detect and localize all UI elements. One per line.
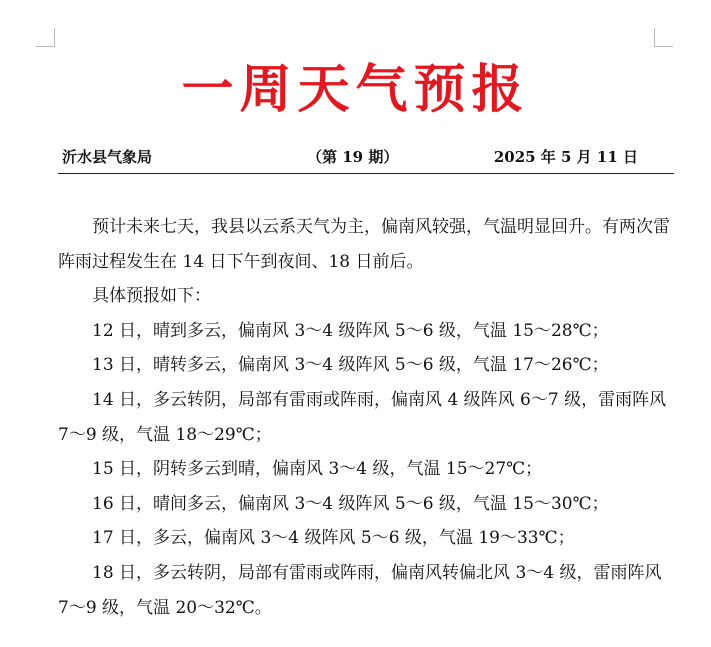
forecast-day-12: 12 日，晴到多云，偏南风 3～4 级阵风 5～6 级，气温 15～28℃； bbox=[92, 320, 609, 341]
document-title: 一周天气预报 bbox=[181, 59, 530, 120]
header-divider bbox=[58, 173, 674, 174]
forecast-day-16: 16 日，晴间多云，偏南风 3～4 级阵风 5～6 级，气温 15～30℃； bbox=[92, 493, 609, 514]
forecast-day-14: 14 日，多云转阴，局部有雷雨或阵雨，偏南风 4 级阵风 6～7 级，雷雨阵风 7～9 级，气温 18～29℃； bbox=[58, 389, 667, 445]
issuing-organization: 沂水县气象局 bbox=[62, 148, 153, 166]
issue-date: 2025 年 5 月 11 日 bbox=[493, 148, 638, 166]
forecast-day-18: 18 日，多云转阴，局部有雷雨或阵雨，偏南风转偏北风 3～4 级，雷雨阵风 7～9 级，气温 20～32℃。 bbox=[58, 562, 662, 618]
issue-number: （第 19 期） bbox=[307, 148, 399, 166]
forecast-day-13: 13 日，晴转多云，偏南风 3～4 级阵风 5～6 级，气温 17～26℃； bbox=[92, 355, 609, 376]
forecast-body bbox=[58, 210, 676, 625]
forecast-intro: 具体预报如下： bbox=[92, 286, 211, 307]
page-corner-mark-right bbox=[654, 28, 673, 47]
page-corner-mark-left bbox=[36, 28, 55, 47]
forecast-day-15: 15 日，阴转多云到晴，偏南风 3～4 级，气温 15～27℃； bbox=[92, 459, 543, 480]
document-header bbox=[62, 146, 672, 168]
forecast-summary: 预计未来七天，我县以云系天气为主，偏南风较强，气温明显回升。有两次雷阵雨过程发生在 14 日下午到夜间、18 日前后。 bbox=[58, 217, 670, 272]
forecast-day-17: 17 日，多云，偏南风 3～4 级阵风 5～6 级，气温 19～33℃； bbox=[92, 528, 575, 549]
